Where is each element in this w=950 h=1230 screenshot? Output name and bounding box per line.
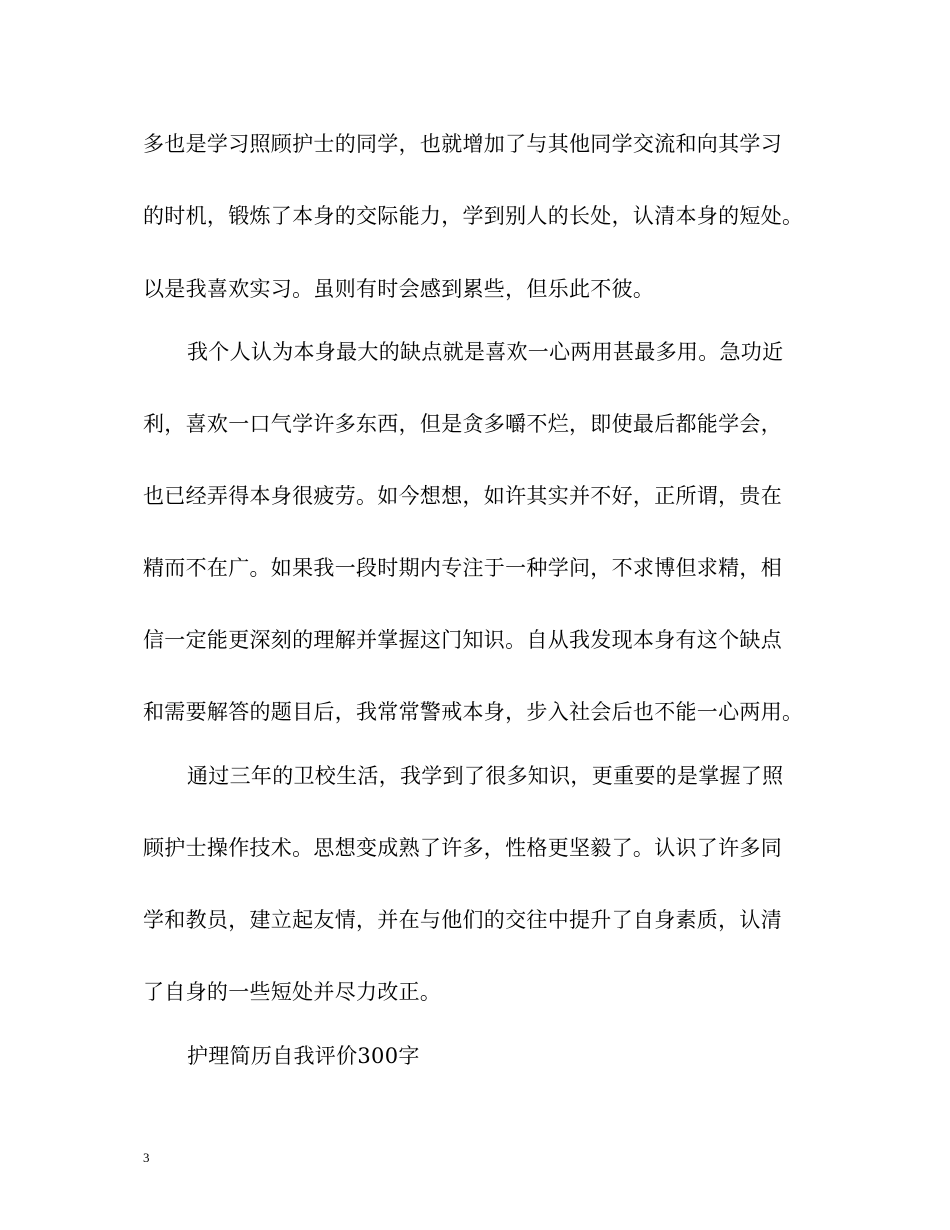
- text-line-5: 利，喜欢一口气学许多东西，但是贪多嚼不烂，即使最后都能学会，: [143, 412, 782, 436]
- text-line-10: 通过三年的卫校生活，我学到了很多知识，更重要的是掌握了照: [187, 764, 784, 788]
- section-heading: 护理简历自我评价300字: [187, 1044, 420, 1068]
- text-line-2: 的时机，锻炼了本身的交际能力，学到别人的长处，认清本身的短处。: [143, 204, 804, 228]
- text-line-13: 了自身的一些短处并尽力改正。: [143, 980, 442, 1004]
- text-line-1: 多也是学习照顾护士的同学，也就增加了与其他同学交流和向其学习: [143, 132, 782, 156]
- text-line-3: 以是我喜欢实习。虽则有时会感到累些，但乐此不彼。: [143, 277, 655, 301]
- text-line-6: 也已经弄得本身很疲劳。如今想想，如许其实并不好，正所谓，贵在: [143, 484, 782, 508]
- text-line-11: 顾护士操作技术。思想变成熟了许多，性格更坚毅了。认识了许多同: [143, 836, 782, 860]
- text-line-9: 和需要解答的题目后，我常常警戒本身，步入社会后也不能一心两用。: [143, 700, 804, 724]
- text-line-8: 信一定能更深刻的理解并掌握这门知识。自从我发现本身有这个缺点: [143, 628, 782, 652]
- text-line-12: 学和教员，建立起友情，并在与他们的交往中提升了自身素质，认清: [143, 908, 782, 932]
- text-line-7: 精而不在广。如果我一段时期内专注于一种学问，不求博但求精，相: [143, 556, 782, 580]
- page-number: 3: [143, 1150, 150, 1165]
- text-line-4: 我个人认为本身最大的缺点就是喜欢一心两用甚最多用。急功近: [187, 340, 784, 364]
